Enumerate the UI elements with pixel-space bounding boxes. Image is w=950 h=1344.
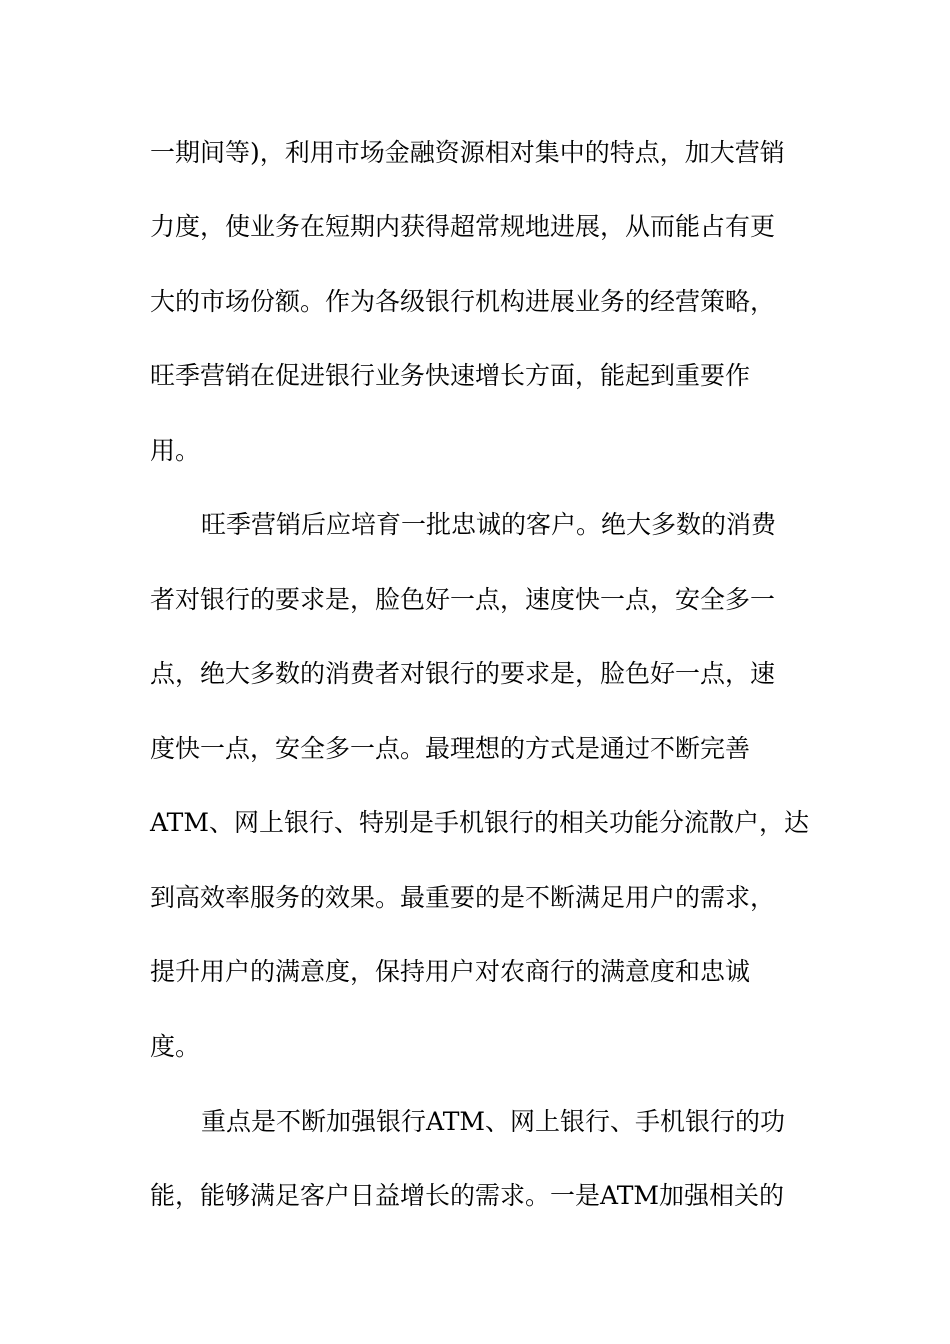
text-line: 旺季营销在促进银行业务快速增长方面，能起到重要作 [150, 361, 751, 390]
text-line: 力度，使业务在短期内获得超常规地进展，从而能占有更 [150, 212, 776, 241]
text-line: 度。 [150, 1032, 201, 1061]
text-line: 者对银行的要求是，脸色好一点，速度快一点，安全多一 [150, 585, 776, 614]
text-line: 提升用户的满意度，保持用户对农商行的满意度和忠诚 [150, 957, 751, 986]
text-line: 一期间等)，利用市场金融资源相对集中的特点，加大营销 [150, 138, 785, 167]
text-line: 度快一点，安全多一点。最理想的方式是通过不断完善 [150, 734, 751, 763]
text-line: 点，绝大多数的消费者对银行的要求是，脸色好一点，速 [150, 659, 776, 688]
text-line: 大的市场份额。作为各级银行机构进展业务的经营策略， [150, 287, 776, 316]
text-line: 用。 [150, 436, 201, 465]
paragraph-first-line: 旺季营销后应培育一批忠诚的客户。绝大多数的消费 [201, 510, 777, 539]
text-line: 能，能够满足客户日益增长的需求。一是ATM加强相关的 [150, 1181, 784, 1210]
paragraph-first-line: 重点是不断加强银行ATM、网上银行、手机银行的功 [201, 1107, 785, 1136]
text-line: 到高效率服务的效果。最重要的是不断满足用户的需求， [150, 883, 776, 912]
text-line: ATM、网上银行、特别是手机银行的相关功能分流散户，达 [150, 808, 809, 837]
